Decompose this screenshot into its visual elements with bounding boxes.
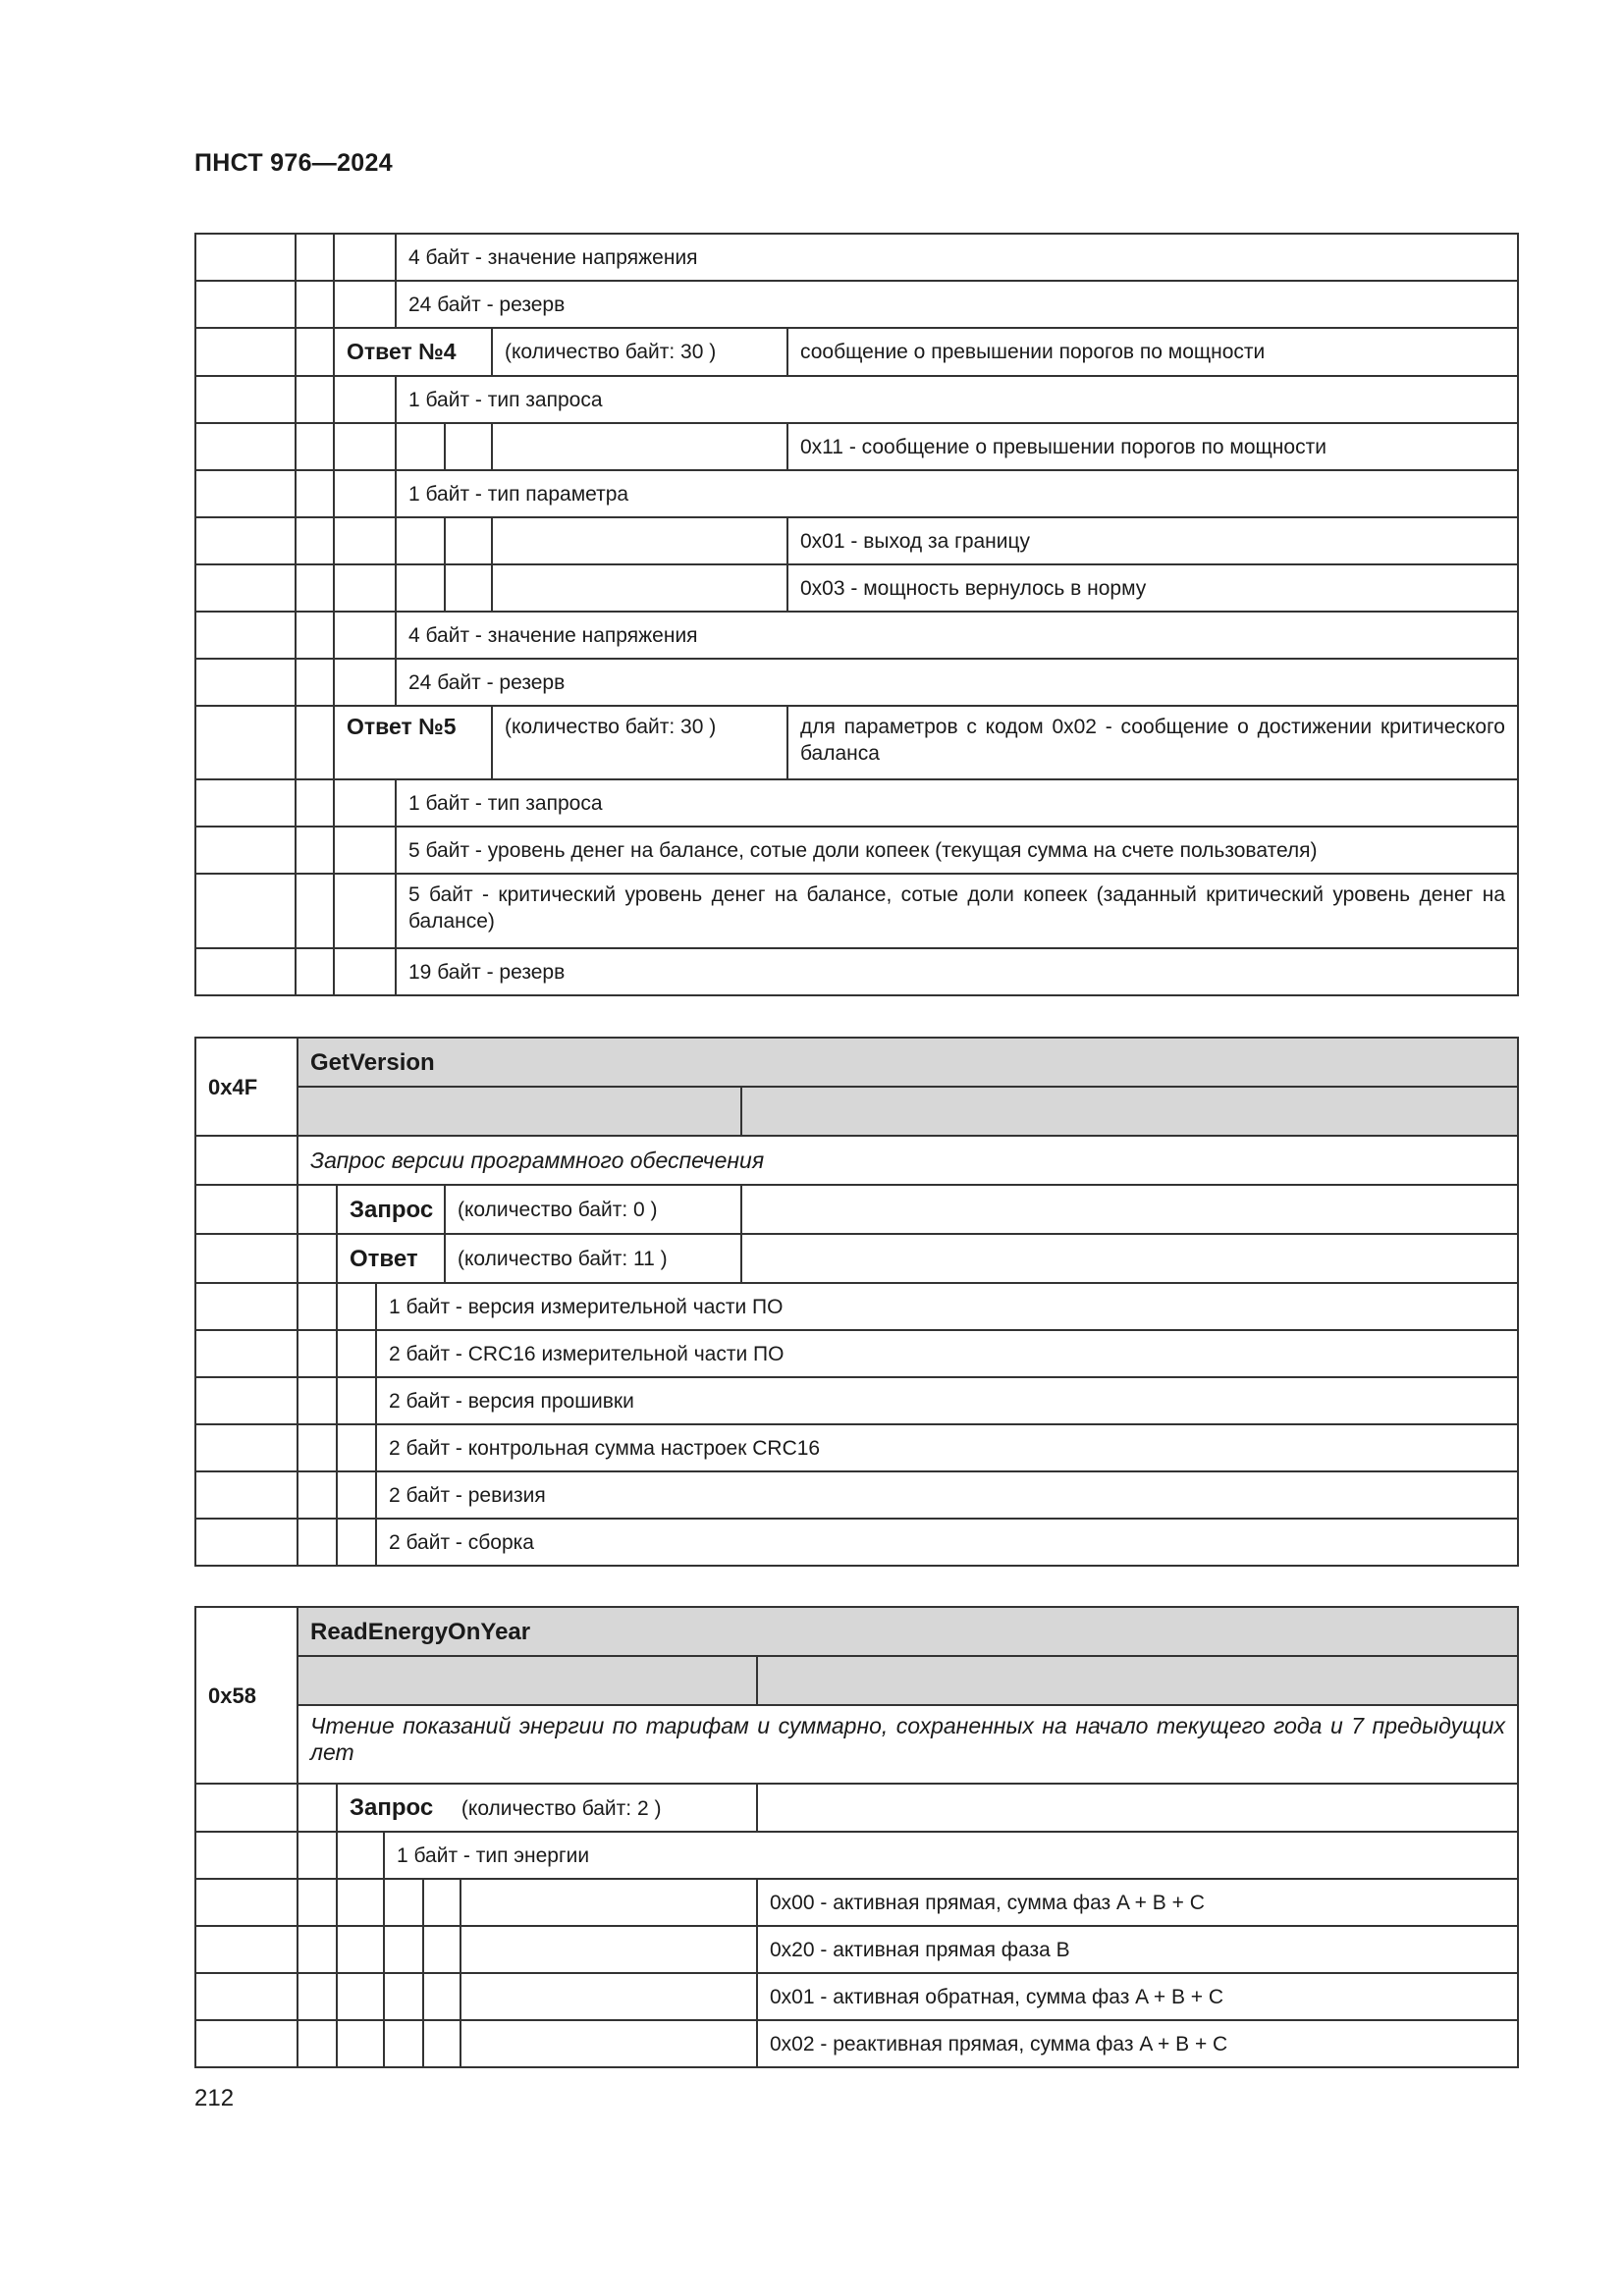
header-subrow	[195, 1656, 1518, 1705]
response-5-label: Ответ №5	[334, 706, 492, 779]
response-label: Ответ	[337, 1234, 445, 1283]
table-row: 2 байт - сборка	[195, 1519, 1518, 1566]
table-row: 19 байт - резерв	[195, 948, 1518, 995]
request-row	[195, 1784, 1518, 1832]
request-label: Запрос	[337, 1185, 445, 1234]
getversion-table	[194, 1037, 1519, 1567]
table-row: 4 байт - значение напряжения	[195, 234, 1518, 281]
response-4-description: сообщение о превышении порогов по мощности	[787, 328, 1518, 376]
table-row: 0x01 - активная обратная, сумма фаз A + B + C	[195, 1973, 1518, 2020]
table-row: 0x00 - активная прямая, сумма фаз A + B + C	[195, 1879, 1518, 1926]
request-row	[195, 1185, 1518, 1234]
table-row: 2 байт - ревизия	[195, 1471, 1518, 1519]
table-row: 2 байт - CRC16 измерительной части ПО	[195, 1330, 1518, 1377]
table-row: 2 байт - версия прошивки	[195, 1377, 1518, 1424]
command-name: ReadEnergyOnYear	[298, 1607, 1518, 1656]
table-row: 5 байт - критический уровень денег на балансе, сотые доли копеек (заданный критический уровень денег на балансе)	[195, 874, 1518, 948]
table-row: 1 байт - тип энергии	[195, 1832, 1518, 1879]
table-row: 1 байт - тип запроса	[195, 376, 1518, 423]
description-row	[195, 1705, 1518, 1784]
table-row: 4 байт - значение напряжения	[195, 612, 1518, 659]
table-row: 5 байт - уровень денег на балансе, сотые доли копеек (текущая сумма на счете пользователя)	[195, 827, 1518, 874]
request-count: (количество байт: 0 )	[445, 1185, 741, 1234]
command-code: 0x4F	[195, 1038, 298, 1136]
table-row: 0x11 - сообщение о превышении порогов по мощности	[195, 423, 1518, 470]
table-row: 24 байт - резерв	[195, 659, 1518, 706]
response-4-count: (количество байт: 30 )	[492, 328, 787, 376]
document-header: ПНСТ 976—2024	[194, 149, 393, 177]
command-description: Чтение показаний энергии по тарифам и суммарно, сохраненных на начало текущего года и 7 предыдущих лет	[298, 1705, 1518, 1784]
response-count: (количество байт: 11 )	[445, 1234, 741, 1283]
table-row: 1 байт - тип параметра	[195, 470, 1518, 517]
header-subrow	[195, 1087, 1518, 1136]
description-row	[195, 1136, 1518, 1185]
request-label: Запрос	[350, 1793, 434, 1821]
request-label-cell	[337, 1784, 757, 1832]
table-row: 2 байт - контрольная сумма настроек CRC16	[195, 1424, 1518, 1471]
table-row: 0x20 - активная прямая фаза B	[195, 1926, 1518, 1973]
response-5-row	[195, 706, 1518, 779]
continuation-table	[194, 233, 1519, 996]
table-row: 0x02 - реактивная прямая, сумма фаз A + B + C	[195, 2020, 1518, 2067]
command-header-row	[195, 1607, 1518, 1656]
response-4-label: Ответ №4	[334, 328, 492, 376]
command-header-row	[195, 1038, 1518, 1087]
table-row: 1 байт - тип запроса	[195, 779, 1518, 827]
page-number: 212	[194, 2085, 235, 2111]
command-code: 0x58	[195, 1607, 298, 1784]
response-5-count: (количество байт: 30 )	[492, 706, 787, 779]
readenergyonyear-table	[194, 1606, 1519, 2068]
request-count: (количество байт: 2 )	[460, 1796, 662, 1820]
response-4-row	[195, 328, 1518, 376]
table-row: 1 байт - версия измерительной части ПО	[195, 1283, 1518, 1330]
response-row	[195, 1234, 1518, 1283]
table-row: 0x01 - выход за границу	[195, 517, 1518, 564]
response-5-description: для параметров с кодом 0x02 - сообщение о достижении критического баланса	[787, 706, 1518, 779]
command-description: Запрос версии программного обеспечения	[298, 1136, 1518, 1185]
command-name: GetVersion	[298, 1038, 1518, 1087]
table-row: 24 байт - резерв	[195, 281, 1518, 328]
table-row: 0x03 - мощность вернулось в норму	[195, 564, 1518, 612]
